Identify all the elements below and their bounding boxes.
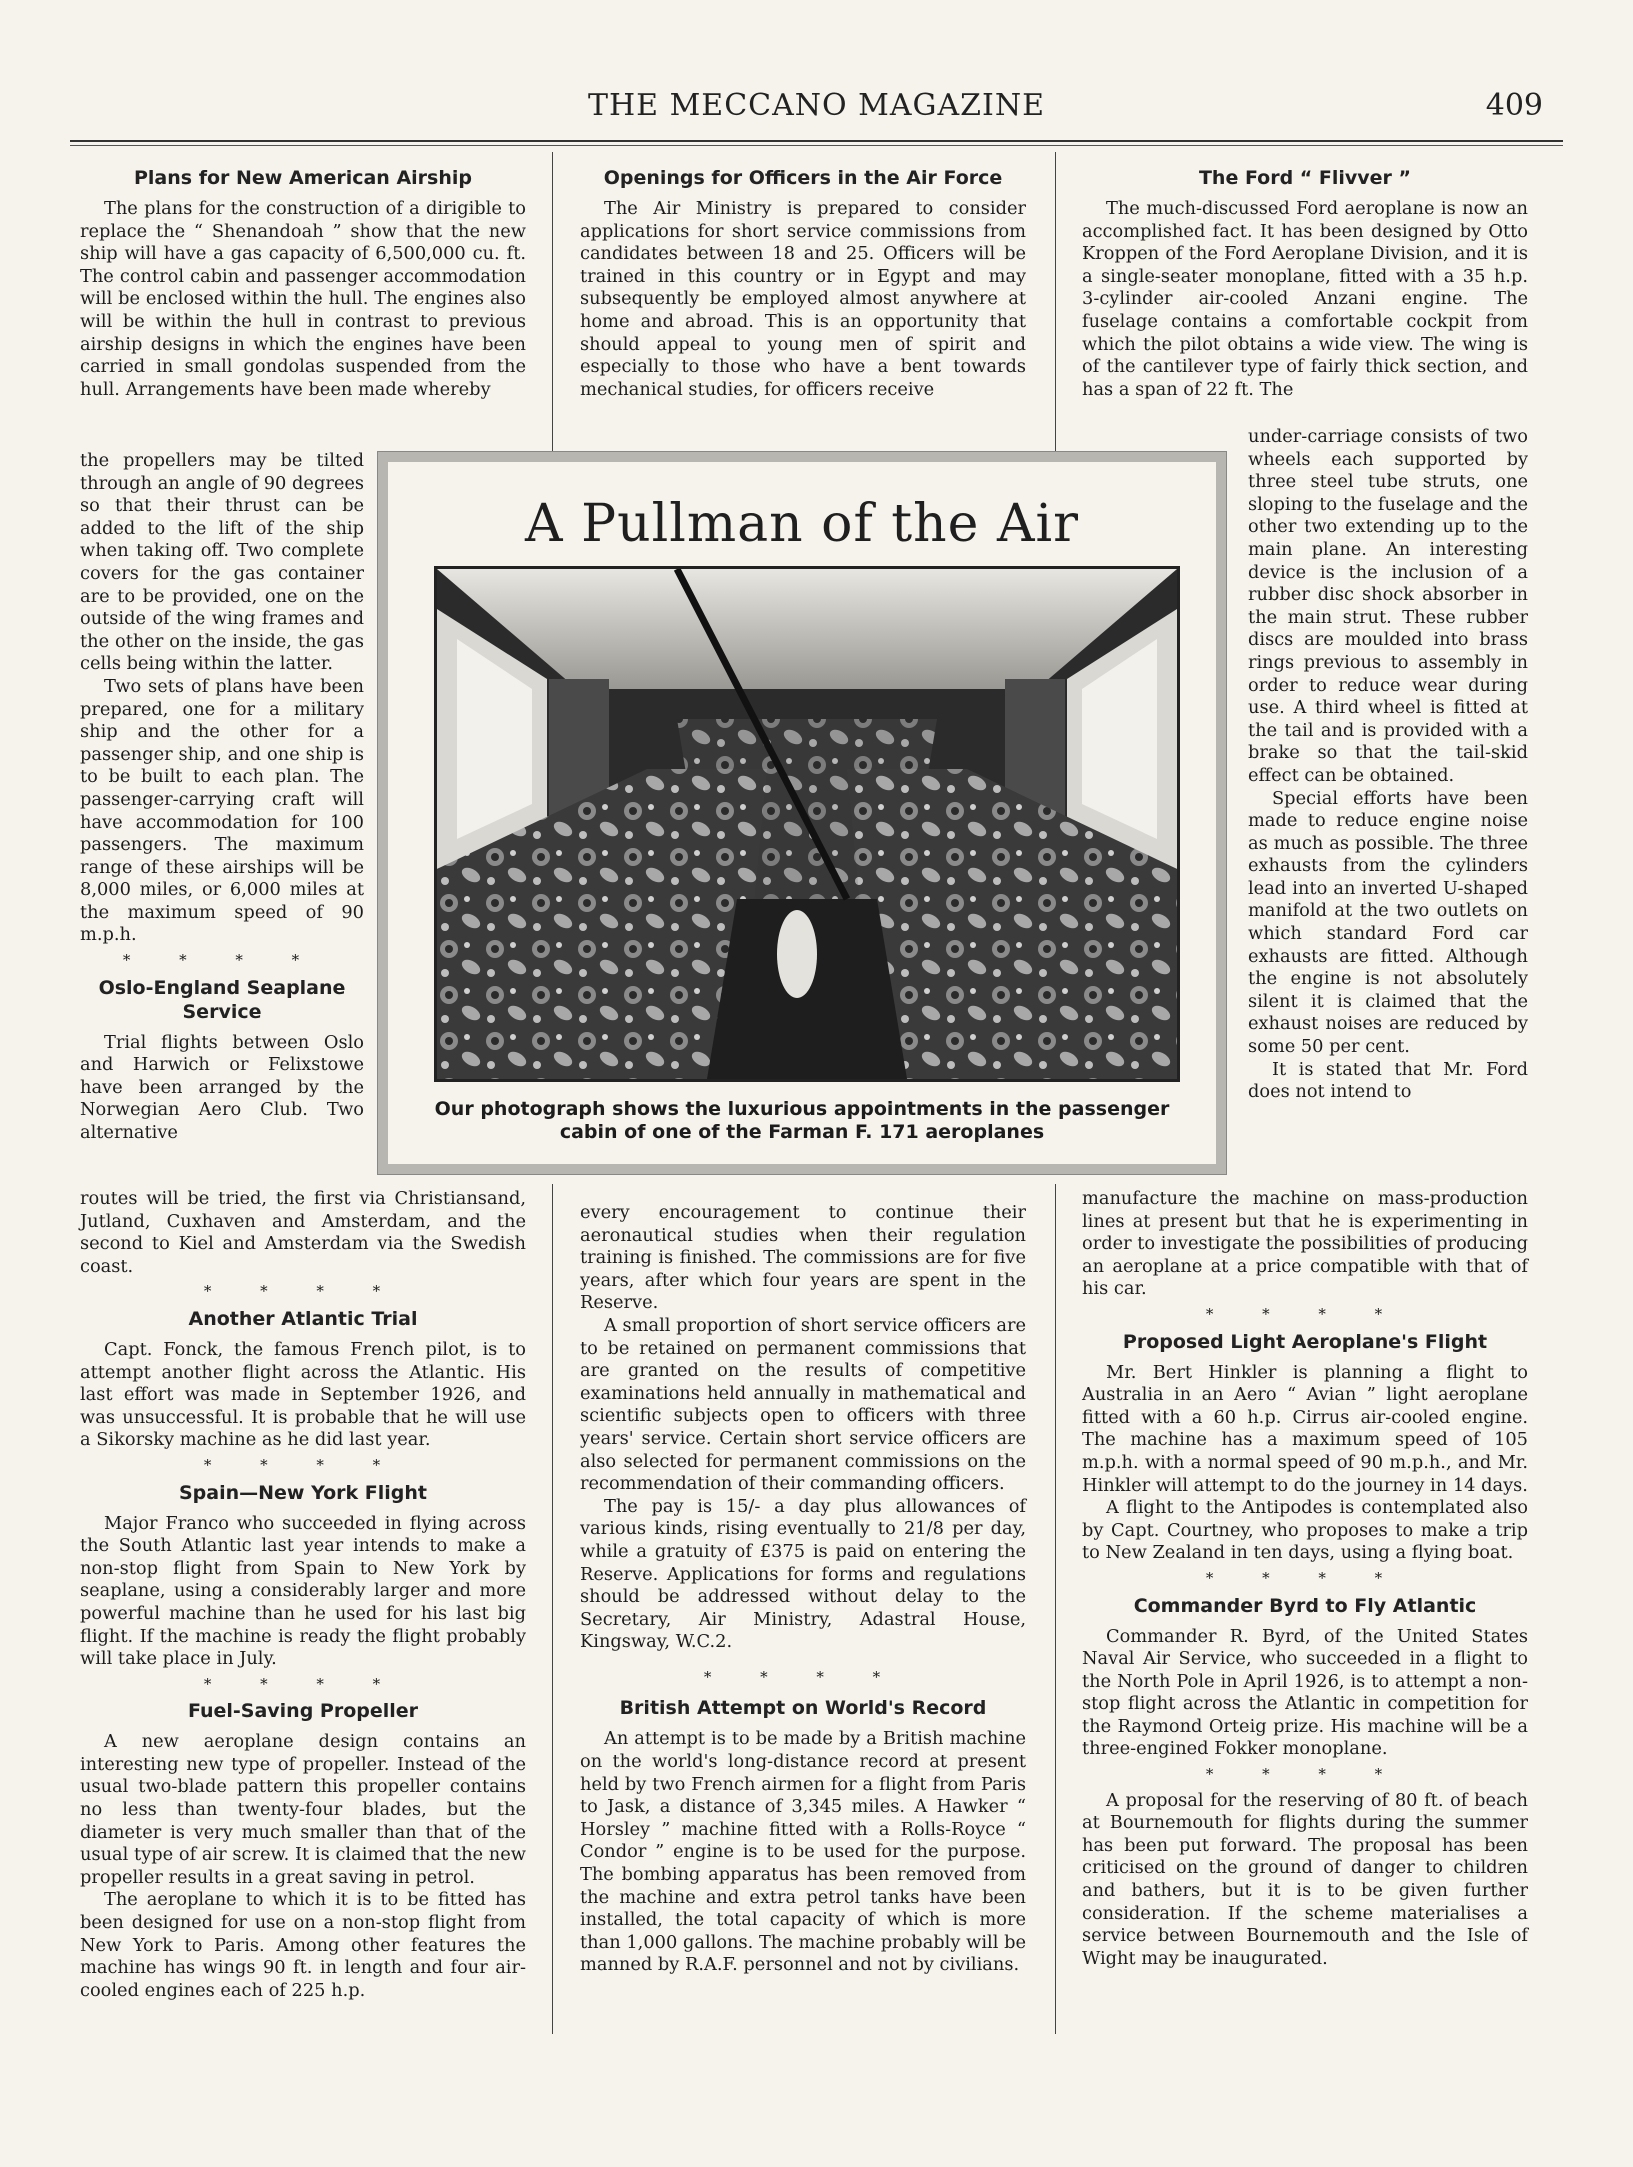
article-title-oslo-england: Oslo-England Seaplane Service: [98, 976, 346, 1023]
paragraph: A flight to the Antipodes is contemplated also by Capt. Courtney, who proposes to make a trip to New Zealand in ten days, using a flying boat.: [1082, 1497, 1528, 1564]
column-1-narrow: [80, 450, 364, 1145]
feature-box: [378, 452, 1226, 1174]
section-separator: * * * *: [703, 1667, 903, 1686]
article-title-new-american-airship: Plans for New American Airship: [133, 167, 472, 189]
article-title-openings-for-officers: Openings for Officers in the Air Force: [603, 167, 1003, 189]
paragraph: It is stated that Mr. Ford does not intend to: [1248, 1058, 1528, 1103]
paragraph: Commander R. Byrd, of the United States Naval Air Service, who succeeded in a flight to the North Pole in April 1926, is to attempt a non-stop flight across the Atlantic in competition for the Raymond Orteig prize. His machine will be a three-engined Fokker monoplane.: [1082, 1625, 1528, 1760]
paragraph: The aeroplane to which it is to be fitted has been designed for use on a non-stop flight from New York to Paris. Among other features the machine has wings 90 ft. in length and four air-cooled engines each of 225 h.p.: [80, 1889, 526, 2001]
section-separator: * * * *: [1205, 1765, 1405, 1784]
feature-headline: A Pullman of the Air: [525, 494, 1079, 554]
header-rule-thin: [70, 145, 1563, 146]
paragraph: Capt. Fonck, the famous French pilot, is to attempt another flight across the Atlantic. His last effort was made in September 1926, and was unsuccessful. It is probable that he will use a Sikorsky machine as he did last year.: [80, 1338, 526, 1451]
magazine-title: THE MECCANO MAGAZINE: [587, 88, 1046, 123]
section-separator: * * * *: [203, 1282, 403, 1301]
cabin-photo: [434, 566, 1180, 1082]
article-title-spain-new-york: Spain—New York Flight: [178, 1481, 427, 1504]
article-title-another-atlantic-trial: Another Atlantic Trial: [188, 1307, 418, 1330]
page-number: 409: [1485, 88, 1543, 123]
column-divider-left: [552, 152, 553, 452]
article-title-commander-byrd: Commander Byrd to Fly Atlantic: [1133, 1594, 1477, 1617]
paragraph: manufacture the machine on mass-production lines at present but that he is experimenting in order to investigate the possibilities of producing an aeroplane at a price compatible with that of his car.: [1082, 1188, 1528, 1300]
column-3-top: [1082, 166, 1528, 401]
paragraph: the propellers may be tilted through an angle of 90 degrees so that their thrust can be added to the lift of the ship when taking off. Two complete covers for the gas container are to be provided, one on the outside of the wing frames and the other on the inside, the gas cells being within the latter.: [80, 450, 364, 675]
paragraph: Mr. Bert Hinkler is planning a flight to Australia in an Aero “ Avian ” light aeroplane fitted with a 60 h.p. Cirrus air-cooled engine. The machine has a maximum speed of 105 m.p.h. with a normal speed of 90 m.p.h., and Mr. Hinkler will attempt to do the journey in 14 days.: [1082, 1361, 1528, 1496]
column-3-bottom: [1082, 1188, 1528, 1970]
header-rule: [70, 140, 1563, 142]
paragraph: routes will be tried, the first via Christiansand, Jutland, Cuxhaven and Amsterdam, and the second to Kiel and Amsterdam via the Swedish coast.: [80, 1188, 526, 1277]
section-separator: * * * *: [1205, 1568, 1405, 1587]
paragraph: A small proportion of short service officers are to be retained on permanent commissions that are granted on the results of competitive examinations held annually in mathematical and scientific subjects open to officers with three years' service. Certain short service officers are also selected for permanent commissions on the recommendation of their commanding officers.: [580, 1314, 1026, 1495]
paragraph: The Air Ministry is prepared to consider applications for short service commissions from candidates between 18 and 25. Officers will be trained in this country or in Egypt and may subsequently be employed almost anywhere at home and abroad. This is an opportunity that should appeal to young men of spirit and especially to those who have a bent towards mechanical studies, for officers receive: [580, 198, 1026, 400]
article-title-ford-flivver: The Ford “ Flivver ”: [1198, 167, 1412, 189]
column-1-bottom: [80, 1188, 526, 2002]
column-2-top: [580, 166, 1026, 401]
cabin-photo-illustration: [437, 569, 1177, 1079]
column-divider-left-lower: [552, 1184, 553, 2034]
paragraph: The much-discussed Ford aeroplane is now an accomplished fact. It has been designed by Otto Kroppen of the Ford Aeroplane Division, and it is a single-seater monoplane, fitted with a 35 h.p. 3-cylinder air-cooled Anzani engine. The fuselage contains a comfortable cockpit from which the pilot obtains a wide view. The wing is of the cantilever type of fairly thick section, and has a span of 22 ft. The: [1082, 198, 1528, 400]
paragraph: The pay is 15/- a day plus allowances of various kinds, rising eventually to 21/8 per day, while a gratuity of £375 is paid on entering the Reserve. Applications for forms and regulations should be addressed without delay to the Secretary, Air Ministry, Adastral House, Kingsway, W.C.2.: [580, 1495, 1026, 1653]
column-divider-right-lower: [1055, 1184, 1056, 2034]
column-2-bottom: [580, 1202, 1026, 1977]
section-separator: * * * *: [203, 1674, 403, 1693]
paragraph: An attempt is to be made by a British machine on the world's long-distance record at present held by two French airmen for a flight from Paris to Jask, a distance of 3,345 miles. A Hawker “ Horsley ” machine fitted with a Rolls-Royce “ Condor ” engine is to be used for the purpose. The bombing apparatus has been removed from the machine and extra petrol tanks have been installed, the total capacity of which is more than 1,000 gallons. The machine probably will be manned by R.A.F. personnel and not by civilians.: [580, 1728, 1026, 1976]
paragraph: Major Franco who succeeded in flying across the South Atlantic last year intends to make a non-stop flight from Spain to New York by seaplane, using a considerably larger and more powerful machine than he used for his last big flight. If the machine is ready the flight probably will take place in July.: [80, 1512, 526, 1670]
masthead: [70, 88, 1563, 134]
article-title-british-attempt: British Attempt on World's Record: [619, 1697, 987, 1720]
section-separator: * * * *: [1205, 1304, 1405, 1323]
paragraph: A proposal for the reserving of 80 ft. of beach at Bournemouth for flights during the summer has been put forward. The proposal has been criticised on the ground of danger to children and bathers, but it is to be given further consideration. If the scheme materialises a service between Bournemouth and the Isle of Wight may be inaugurated.: [1082, 1789, 1528, 1969]
section-separator: * * * *: [122, 951, 322, 970]
column-divider-right: [1055, 152, 1056, 452]
paragraph: The plans for the construction of a dirigible to replace the “ Shenandoah ” show that the new ship will have a gas capacity of 6,500,000 cu. ft. The control cabin and passenger accommodation will be enclosed within the hull. The engines also will be within the hull in contrast to previous airship designs in which the engines have been carried in small gondolas suspended from the hull. Arrangements have been made whereby: [80, 198, 526, 400]
article-title-light-aeroplane-flight: Proposed Light Aeroplane's Flight: [1122, 1330, 1488, 1353]
paragraph: Trial flights between Oslo and Harwich or Felixstowe have been arranged by the Norwegian Aero Club. Two alternative: [80, 1031, 364, 1144]
column-3-narrow: [1248, 426, 1528, 1104]
paragraph: under-carriage consists of two wheels each supported by three steel tube struts, one sloping to the fuselage and the other two extending up to the main plane. An interesting device is the inclusion of a rubber disc shock absorber in the main strut. These rubber discs are moulded into brass rings previous to assembly in order to reduce wear during use. A third wheel is fitted at the tail and is provided with a brake so that the tail-skid effect can be obtained.: [1248, 426, 1528, 786]
section-separator: * * * *: [203, 1455, 403, 1474]
paragraph: A new aeroplane design contains an interesting new type of propeller. Instead of the usual two-blade pattern this propeller contains no less than twenty-four blades, but the diameter is very much smaller than that of the usual type of air screw. It is claimed that the new propeller results in a great saving in petrol.: [80, 1731, 526, 1888]
paragraph: Special efforts have been made to reduce engine noise as much as possible. The three exhausts from the cylinders lead into an inverted U-shaped manifold at the two outlets on which standard Ford car exhausts are fitted. Although the engine is not absolutely silent it is claimed that the exhaust noises are reduced by some 50 per cent.: [1248, 787, 1528, 1058]
article-title-fuel-saving-propeller: Fuel-Saving Propeller: [187, 1700, 419, 1723]
column-1-top: [80, 166, 526, 401]
feature-caption: Our photograph shows the luxurious appointments in the passenger cabin of one of the Farman F. 171 aeroplanes: [434, 1098, 1170, 1143]
paragraph: every encouragement to continue their aeronautical studies when their regulation training is finished. The commissions are for five years, after which four years are spent in the Reserve.: [580, 1202, 1026, 1314]
paragraph: Two sets of plans have been prepared, one for a military ship and the other for a passenger ship, and one ship is to be built to each plan. The passenger-carrying craft will have accommodation for 100 passengers. The maximum range of these airships will be 8,000 miles, or 6,000 miles at the maximum speed of 90 m.p.h.: [80, 675, 364, 946]
